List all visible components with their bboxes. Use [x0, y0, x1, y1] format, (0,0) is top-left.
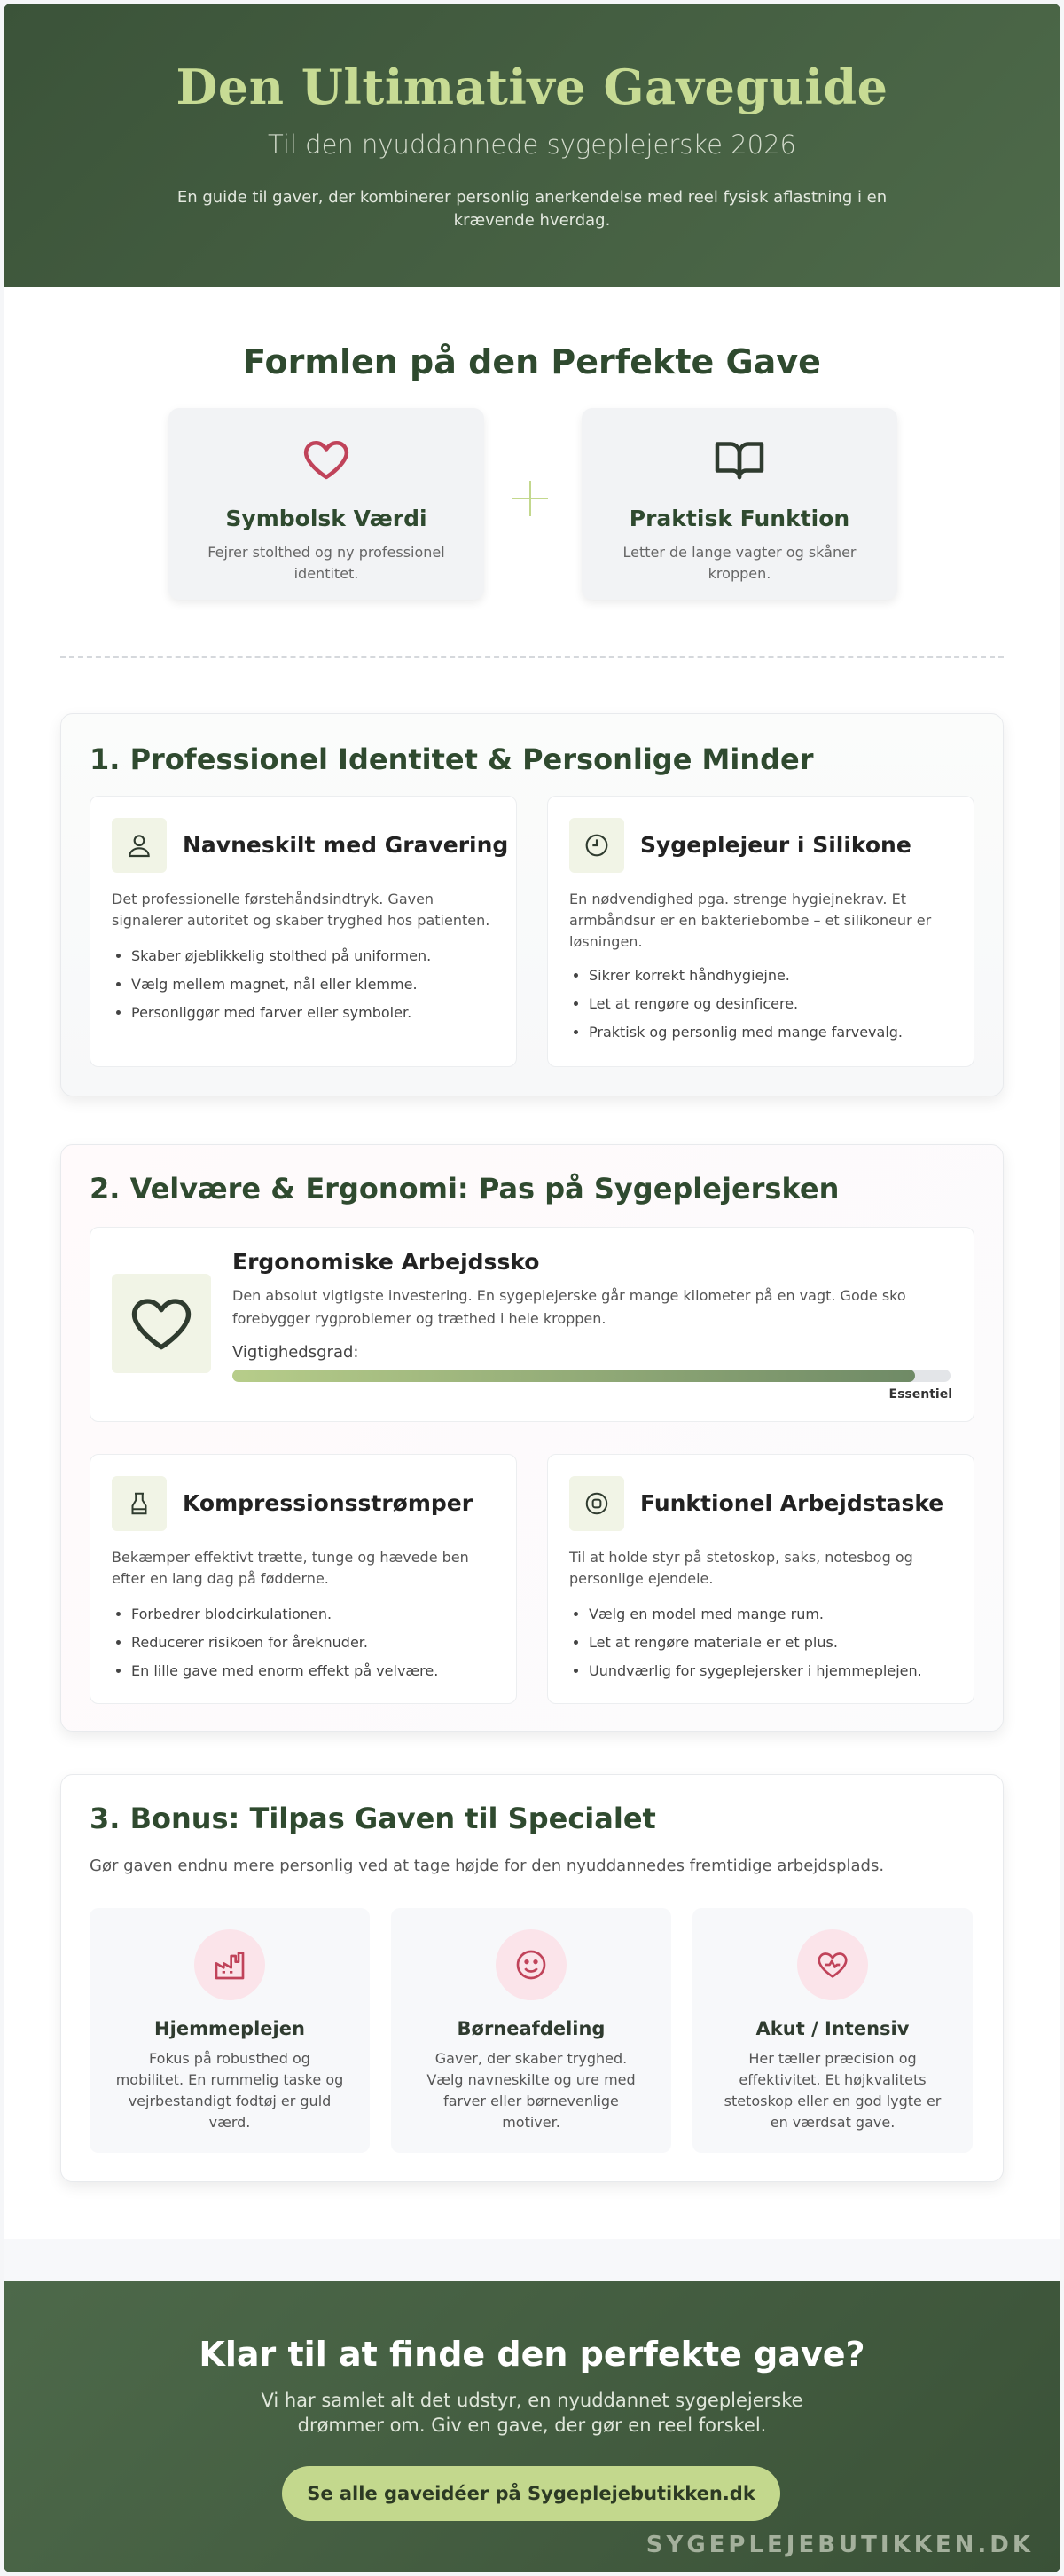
gift-card-title: Sygeplejeur i Silikone: [640, 832, 911, 858]
section-title: 3. Bonus: Tilpas Gaven til Specialet: [90, 1802, 656, 1835]
specialty-text: Gaver, der skaber tryghed. Vælg navneskilte og ure med farver eller børnevenlige motiver.: [426, 2050, 636, 2131]
page-title: Den Ultimative Gaveguide: [176, 59, 888, 115]
bullet-item: • Praktisk og personlig med mange farvevalg.: [589, 1018, 903, 1047]
gift-card-title: Navneskilt med Gravering: [183, 832, 509, 858]
bullet-item: • Skaber øjeblikkelig stolthed på uniformen.: [131, 942, 431, 970]
page-subtitle: Til den nyuddannede sygeplejerske 2026: [268, 130, 796, 160]
bullet-item: • Reducerer risikoen for åreknuder.: [131, 1629, 438, 1657]
gift-card-description: En nødvendighed pga. strenge hygiejnekrav. Et armbåndsur er en bakteriebombe – et silikoneur er løsningen.: [569, 891, 932, 950]
footer-text: Vi har samlet alt det udstyr, en nyuddannet sygeplejerske drømmer om. Giv en gave, der gør en reel forskel.: [261, 2390, 803, 2436]
footer-title: Klar til at finde den perfekte gave?: [199, 2335, 865, 2374]
specialty-card-pediatrics: [391, 1908, 671, 2153]
bullet-item: • Personliggør med farver eller symboler.: [131, 999, 431, 1027]
page-description: En guide til gaver, der kombinerer personlig anerkendelse med reel fysisk aflastning i en krævende hverdag.: [176, 188, 888, 230]
gift-card-bullets: [131, 942, 431, 1027]
formula-card-title: Praktisk Funktion: [629, 506, 850, 531]
specialty-text: Her tæller præcision og effektivitet. Et højkvalitets stetoskop eller en god lygte er en værdsat gave.: [724, 2050, 942, 2131]
specialty-title: Hjemmeplejen: [154, 2018, 305, 2039]
heart-pulse-icon: [797, 1929, 868, 2000]
bullet-item: • Let at rengøre og desinficere.: [589, 990, 903, 1018]
gift-card-description: Det professionelle førstehåndsindtryk. Gaven signalerer autoritet og skaber tryghed hos patienten.: [112, 891, 490, 929]
bullet-item: • Vælg en model med mange rum.: [589, 1600, 922, 1629]
section-divider: [60, 656, 1004, 658]
section-wellbeing: [60, 1144, 1004, 1732]
gift-card-title: Funktionel Arbejdstaske: [640, 1490, 944, 1516]
section-intro: Gør gaven endnu mere personlig ved at tage højde for den nyuddannedes fremtidige arbejdsplads.: [90, 1857, 885, 1875]
bag-icon: [569, 1476, 624, 1531]
brand-watermark: SYGEPLEJEBUTIKKEN.DK: [645, 2532, 1034, 2558]
plus-icon: [511, 479, 550, 518]
gift-card-title: Kompressionsstrømper: [183, 1490, 473, 1516]
bullet-item: • Vælg mellem magnet, nål eller klemme.: [131, 970, 431, 999]
hero-header: [4, 4, 1060, 287]
person-icon: [112, 818, 167, 873]
gift-card-name-badge: [90, 796, 517, 1067]
formula-title: Formlen på den Perfekte Gave: [243, 342, 821, 381]
importance-label: Vigtighedsgrad:: [232, 1343, 359, 1362]
featured-card-work-shoes: [90, 1227, 974, 1422]
section-specialty: [60, 1774, 1004, 2182]
importance-bar: [232, 1370, 951, 1382]
cta-footer: [4, 2281, 1060, 2572]
sock-icon: [112, 1476, 167, 1531]
bullet-item: • En lille gave med enorm effekt på velvære.: [131, 1657, 438, 1685]
importance-bar-fill: [232, 1370, 915, 1382]
factory-icon: [194, 1929, 265, 2000]
footer-spacer: [4, 2239, 1060, 2281]
gift-card-work-bag: [547, 1454, 974, 1704]
section-title: 2. Velvære & Ergonomi: Pas på Sygeplejersken: [90, 1172, 840, 1206]
clock-icon: [569, 818, 624, 873]
page: [4, 4, 1060, 2572]
specialty-card-acute: [692, 1908, 973, 2153]
gift-card-description: Bekæmper effektivt trætte, tunge og hævede ben efter en lang dag på fødderne.: [112, 1549, 469, 1587]
gift-card-compression-socks: [90, 1454, 517, 1704]
formula-card-symbolic: [168, 408, 484, 600]
gift-card-bullets: [131, 1600, 438, 1685]
formula-card-text: Letter de lange vagter og skåner kroppen.: [622, 544, 857, 582]
book-icon: [713, 433, 766, 486]
formula-card-title: Symbolsk Værdi: [225, 506, 427, 531]
gift-card-bullets: [589, 1600, 922, 1685]
section-title: 1. Professionel Identitet & Personlige Minder: [90, 742, 814, 776]
featured-card-description: Den absolut vigtigste investering. En sygeplejerske går mange kilometer på en vagt. Gode sko forebygger rygproblemer og træthed i hele kroppen.: [232, 1287, 906, 1327]
see-all-gifts-button[interactable]: Se alle gaveidéer på Sygeplejebutikken.dk: [282, 2466, 780, 2521]
gift-card-description: Til at holde styr på stetoskop, saks, notesbog og personlige ejendele.: [569, 1549, 913, 1587]
formula-card-text: Fejrer stolthed og ny professionel identitet.: [207, 544, 445, 582]
heart-icon: [300, 433, 353, 486]
specialty-text: Fokus på robusthed og mobilitet. En rummelig taske og vejrbestandigt fodtøj er guld værd.: [115, 2050, 344, 2131]
bullet-item: • Sikrer korrekt håndhygiejne.: [589, 962, 903, 990]
specialty-title: Børneafdeling: [457, 2018, 606, 2039]
gift-card-silicone-watch: [547, 796, 974, 1067]
bullet-item: • Forbedrer blodcirkulationen.: [131, 1600, 438, 1629]
importance-level: Essentiel: [888, 1387, 952, 1402]
gift-card-bullets: [589, 962, 903, 1047]
specialty-title: Akut / Intensiv: [755, 2018, 910, 2039]
heart-outline-icon: [112, 1274, 211, 1373]
section-identity: [60, 713, 1004, 1096]
specialty-card-home-care: [90, 1908, 370, 2153]
featured-card-title: Ergonomiske Arbejdssko: [232, 1249, 540, 1275]
bullet-item: • Let at rengøre materiale er et plus.: [589, 1629, 922, 1657]
bullet-item: • Uundværlig for sygeplejersker i hjemmeplejen.: [589, 1657, 922, 1685]
formula-card-practical: [582, 408, 897, 600]
smiley-icon: [496, 1929, 567, 2000]
